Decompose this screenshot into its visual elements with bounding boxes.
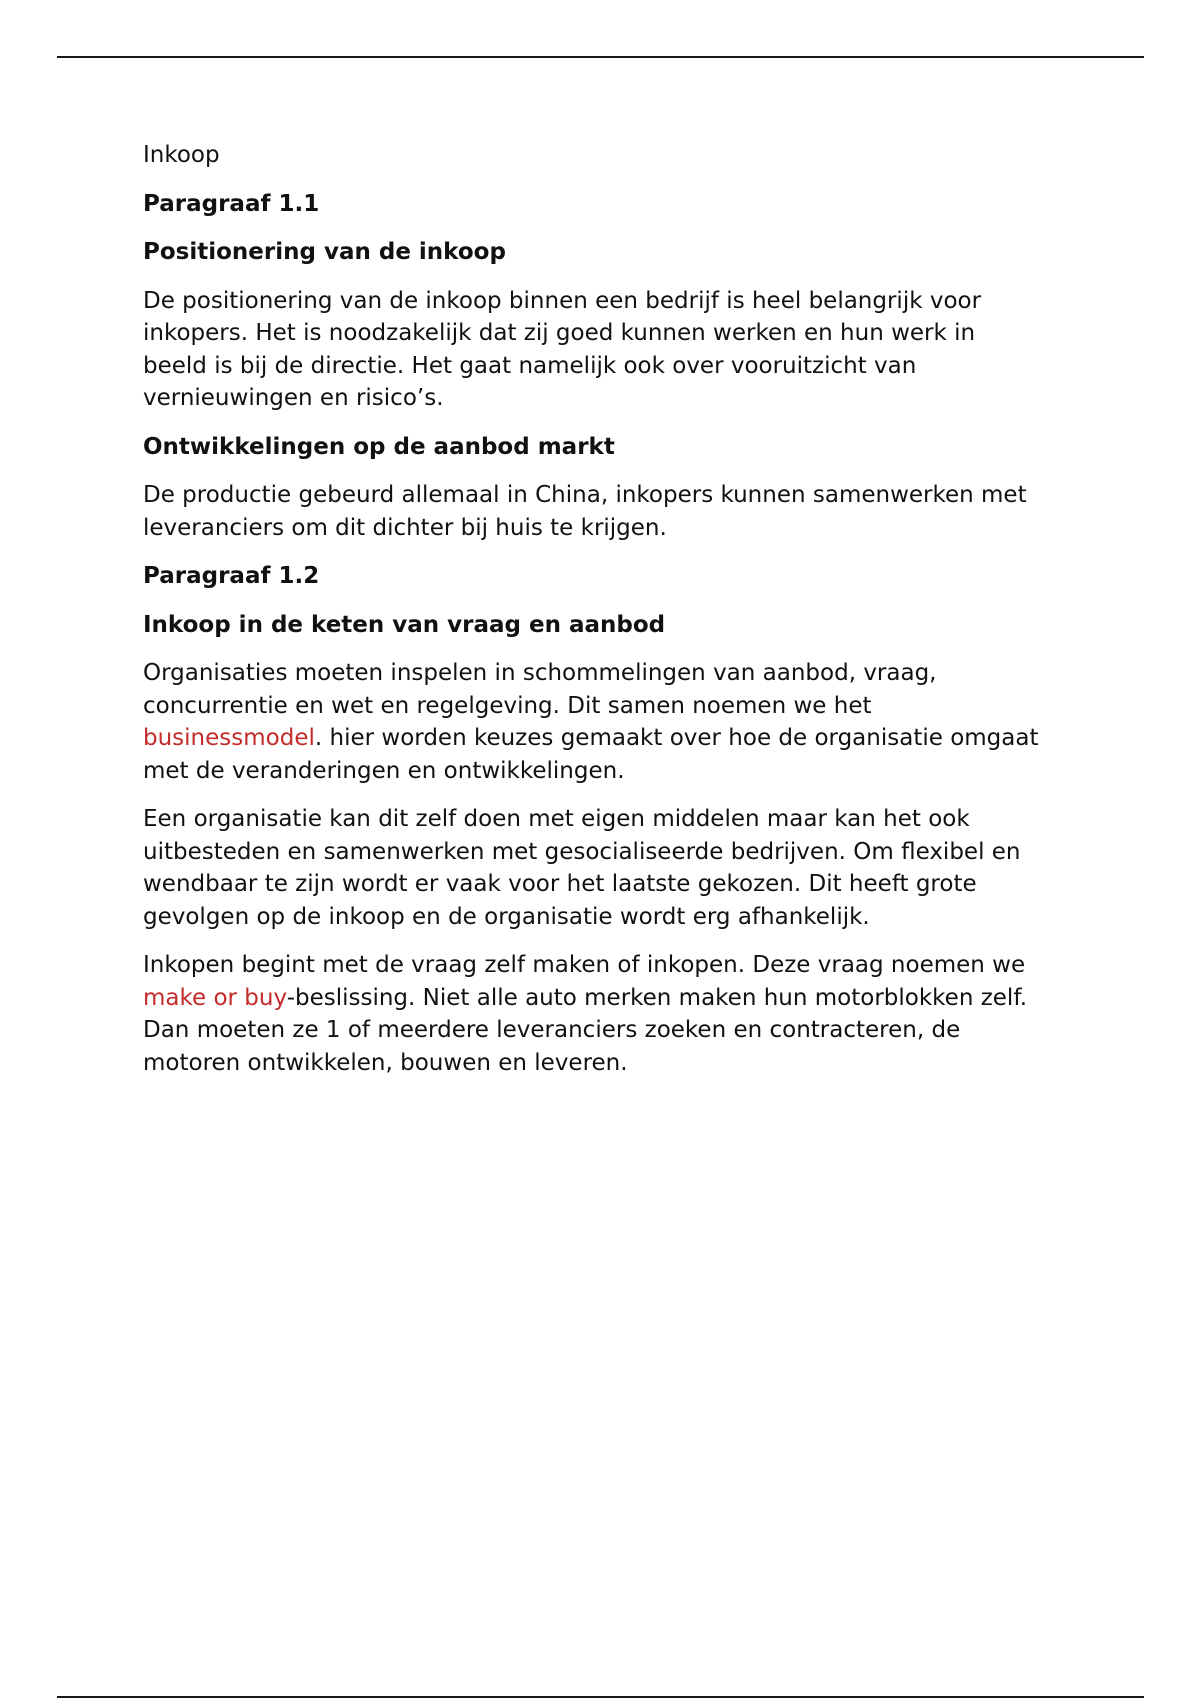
body-text: . hier worden keuzes gemaakt over hoe de organisatie omgaat met de veranderingen en ontwikkelingen. (143, 725, 1039, 784)
body-businessmodel (143, 657, 1043, 787)
term-businessmodel: businessmodel (143, 725, 315, 751)
body-text: -beslissing. Niet alle auto merken maken hun motorblokken zelf. Dan moeten ze 1 of meerdere leveranciers zoeken en contracteren, de motoren ontwikkelen, bouwen en leveren. (143, 984, 1028, 1076)
body-text: Inkopen begint met de vraag zelf maken of inkopen. Deze vraag noemen we (143, 952, 1026, 978)
footer-rule (57, 1696, 1144, 1698)
term-make-or-buy: make or buy (143, 984, 287, 1011)
body-uitbesteden: Een organisatie kan dit zelf doen met eigen middelen maar kan het ook uitbesteden en samenwerken met gesocialiseerde bedrijven. Om flexibel en wendbaar te zijn wordt er vaak voor het laatste gekozen. Dit heeft grote gevolgen op de inkoop en de organisatie wordt erg afhankelijk. (143, 806, 1021, 930)
paragraph-label-1-1: Paragraaf 1.1 (143, 190, 320, 217)
heading-ontwikkelingen: Ontwikkelingen op de aanbod markt (143, 433, 615, 460)
heading-keten: Inkoop in de keten van vraag en aanbod (143, 611, 666, 638)
body-make-or-buy (143, 949, 1043, 1079)
body-text: Organisaties moeten inspelen in schommelingen van aanbod, vraag, concurrentie en wet en regelgeving. Dit samen noemen we het (143, 660, 937, 719)
body-ontwikkelingen: De productie gebeurd allemaal in China, inkopers kunnen samenwerken met leveranciers om dit dichter bij huis te krijgen. (143, 482, 1027, 541)
paragraph-label-1-2: Paragraaf 1.2 (143, 563, 320, 589)
header-rule (57, 56, 1144, 58)
document-title: Inkoop (143, 142, 220, 168)
document-body (143, 139, 1043, 1095)
body-positionering: De positionering van de inkoop binnen een bedrijf is heel belangrijk voor inkopers. Het is noodzakelijk dat zij goed kunnen werken en hun werk in beeld is bij de directie. Het gaat namelijk ook over vooruitzicht van vernieuwingen en risico’s. (143, 287, 982, 411)
heading-positionering: Positionering van de inkoop (143, 239, 506, 265)
